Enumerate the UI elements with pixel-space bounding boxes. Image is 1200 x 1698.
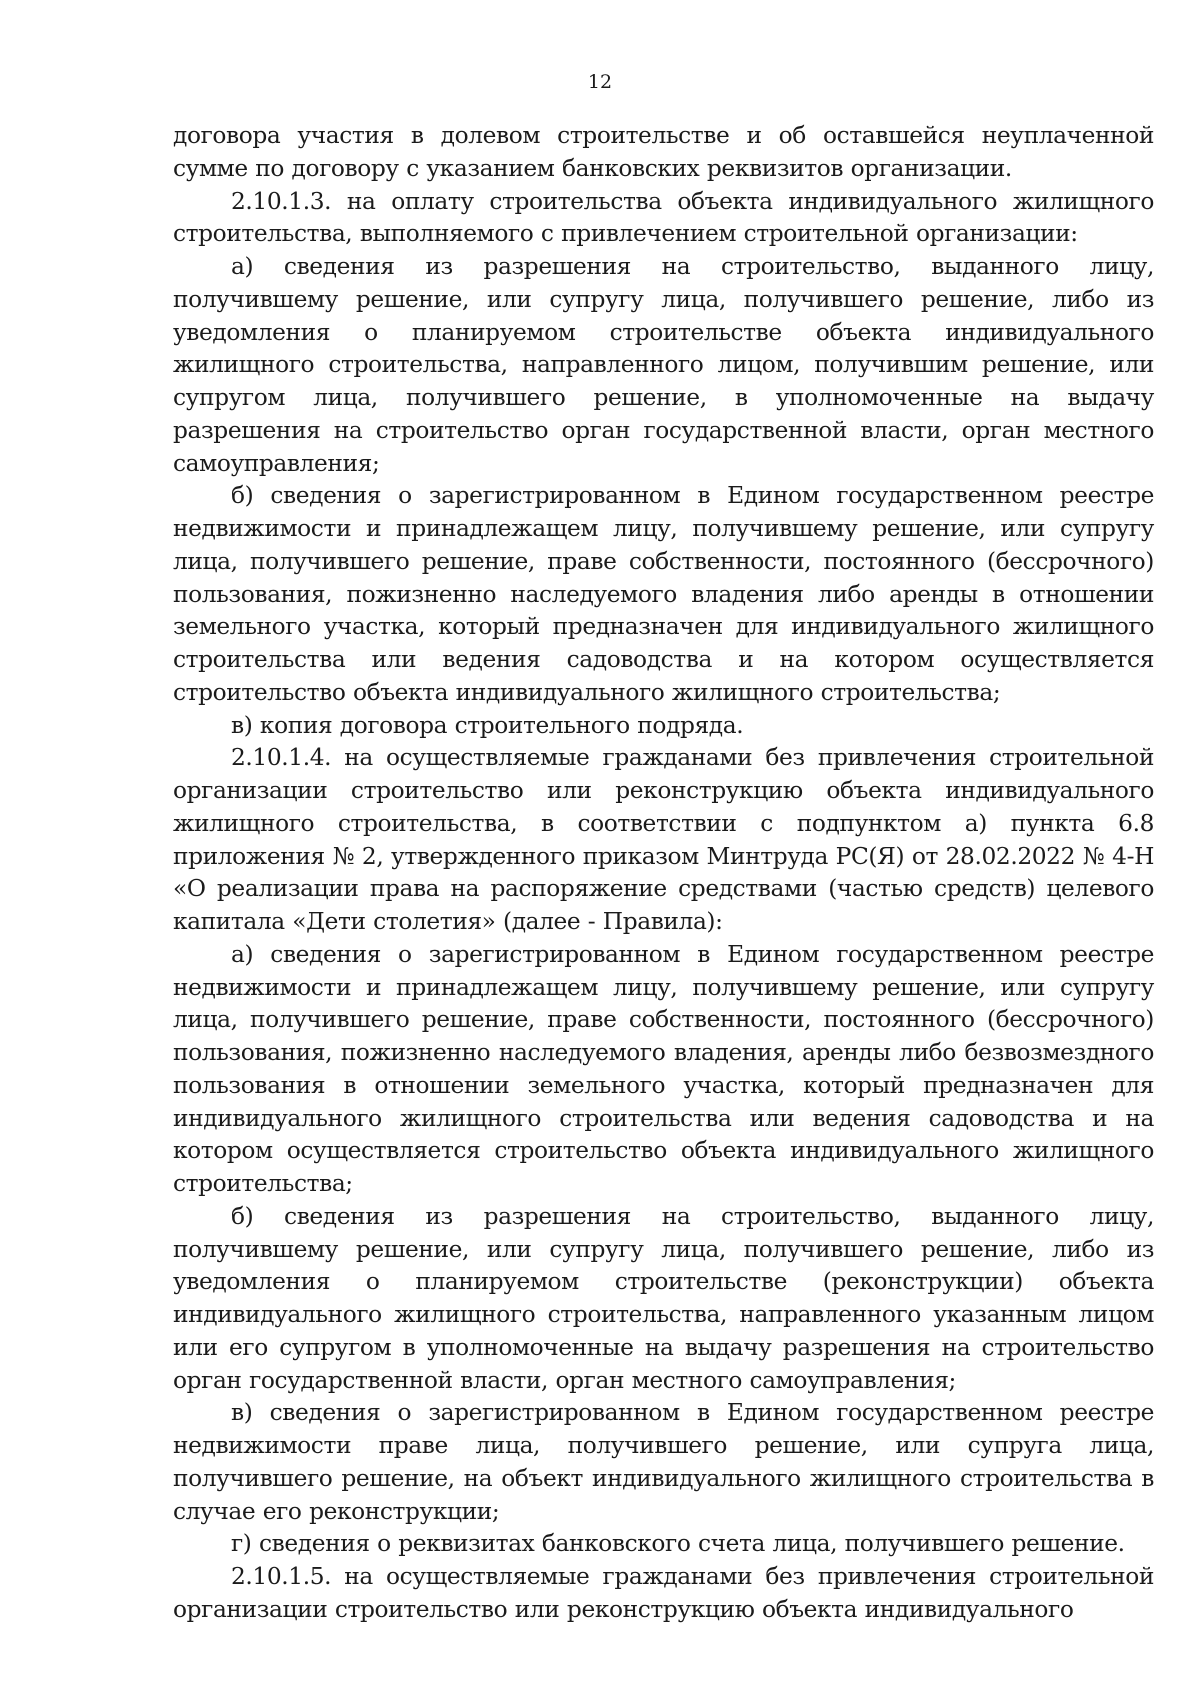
clause-2-10-1-3-item-a: а) сведения из разрешения на строительство, выданного лицу, получившему решение, или супругу лица, получившего решение, либо из уведомления о планируемом строительстве объекта индивидуального жилищного строительства, направленного лицом, получившим решение, или супругом лица, получившего решение, в уполномоченные на выдачу разрешения на строительство орган государственной власти, орган местного самоуправления; <box>173 253 1154 477</box>
clause-2-10-1-4-item-g: г) сведения о реквизитах банковского счета лица, получившего решение. <box>231 1530 1125 1558</box>
clause-2-10-1-4-item-b: б) сведения из разрешения на строительство, выданного лицу, получившему решение, или супругу лица, получившего решение, либо из уведомления о планируемом строительстве (реконструкции) объекта индивидуального жилищного строительства, направленного указанным лицом или его супругом в уполномоченные на выдачу разрешения на строительство орган государственной власти, орган местного самоуправления; <box>173 1202 1154 1394</box>
clause-2-10-1-3-item-v: в) копия договора строительного подряда. <box>231 711 744 739</box>
clause-2-10-1-4-item-v: в) сведения о зарегистрированном в Едином государственном реестре недвижимости праве лица, получившего решение, или супруга лица, получившего решение, на объект индивидуального жилищного строительства в случае его реконструкции; <box>173 1399 1154 1525</box>
clause-2-10-1-5: 2.10.1.5. на осуществляемые гражданами без привлечения строительной организации строительство или реконструкцию объекта индивидуального <box>173 1563 1154 1623</box>
document-body <box>173 120 1154 1627</box>
paragraph-continuation: договора участия в долевом строительстве и об оставшейся неуплаченной сумме по договору с указанием банковских реквизитов организации. <box>173 122 1154 182</box>
clause-2-10-1-4: 2.10.1.4. на осуществляемые гражданами без привлечения строительной организации строительство или реконструкцию объекта индивидуального жилищного строительства, в соответствии с подпунктом а) пункта 6.8 приложения № 2, утвержденного приказом Минтруда РС(Я) от 28.02.2022 № 4-Н «О реализации права на распоряжение средствами (частью средств) целевого капитала «Дети столетия» (далее - Правила): <box>173 744 1154 935</box>
clause-2-10-1-3-item-b: б) сведения о зарегистрированном в Едином государственном реестре недвижимости и принадлежащем лицу, получившему решение, или супругу лица, получившего решение, праве собственности, постоянного (бессрочного) пользования, пожизненно наследуемого владения либо аренды в отношении земельного участка, который предназначен для индивидуального жилищного строительства или ведения садоводства и на котором осуществляется строительство объекта индивидуального жилищного строительства; <box>173 482 1154 706</box>
clause-2-10-1-3: 2.10.1.3. на оплату строительства объекта индивидуального жилищного строительства, выполняемого с привлечением строительной организации: <box>173 187 1154 248</box>
page-number: 12 <box>587 71 613 93</box>
clause-2-10-1-4-item-a: а) сведения о зарегистрированном в Едином государственном реестре недвижимости и принадлежащем лицу, получившему решение, или супругу лица, получившего решение, праве собственности, постоянного (бессрочного) пользования, пожизненно наследуемого владения, аренды либо безвозмездного пользования в отношении земельного участка, который предназначен для индивидуального жилищного строительства или ведения садоводства и на котором осуществляется строительство объекта индивидуального жилищного строительства; <box>173 940 1154 1197</box>
